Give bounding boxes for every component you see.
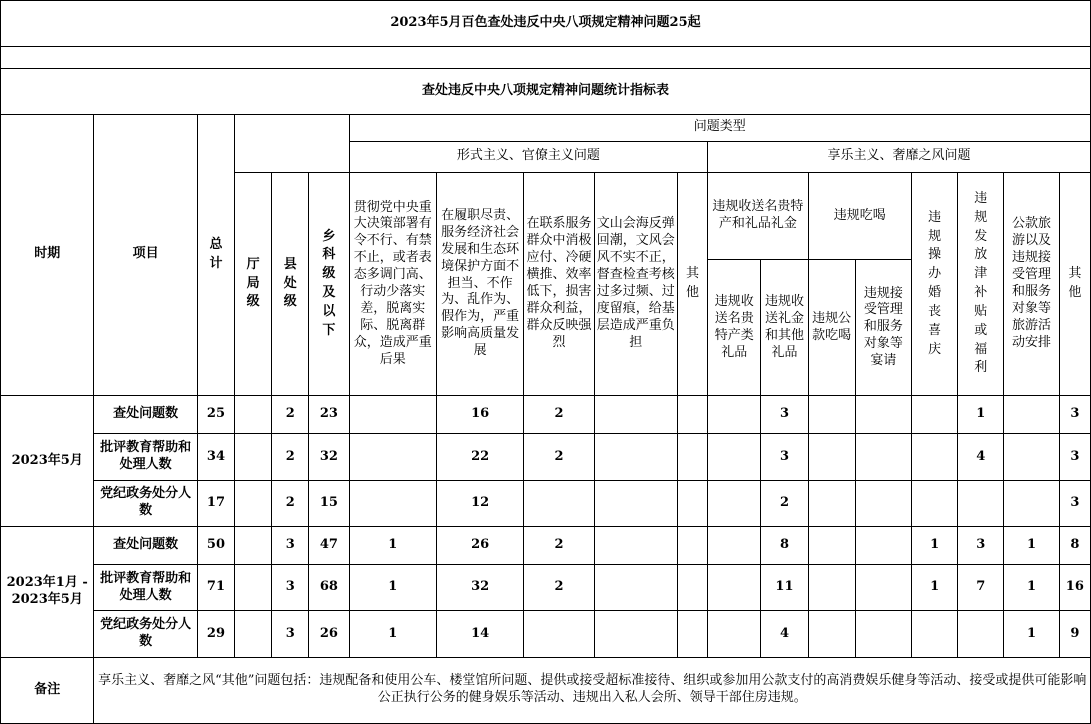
value-cell: 23 [309,396,349,434]
header-level-blank [235,114,349,172]
value-cell: 25 [197,396,234,434]
value-cell [1004,434,1059,480]
value-cell: 50 [197,526,234,564]
header-formalism-2: 在履职尽责、服务经济社会发展和生态环境保护方面不担当、不作为、乱作为、假作为，严重影响高质量发展 [436,172,523,395]
header-travel: 公款旅游以及违规接受管理和服务对象等旅游活动安排 [1004,172,1059,395]
value-cell: 12 [436,480,523,526]
value-cell [235,565,272,611]
value-cell [594,611,677,657]
value-cell [235,434,272,480]
value-cell: 3 [272,526,309,564]
header-wedding: 违规操办婚丧喜庆 [912,172,958,395]
value-cell: 15 [309,480,349,526]
value-cell: 1 [349,611,436,657]
value-cell: 8 [1059,526,1090,564]
value-cell [349,396,436,434]
value-cell: 16 [436,396,523,434]
value-cell [594,434,677,480]
table-title: 查处违反中央八项规定精神问题统计指标表 [1,69,1091,114]
table-row [1,565,1091,611]
value-cell [678,565,708,611]
value-cell [855,396,911,434]
value-cell: 16 [1059,565,1090,611]
value-cell [708,611,761,657]
value-cell [594,396,677,434]
value-cell [235,396,272,434]
value-cell [594,526,677,564]
value-cell: 2 [524,434,594,480]
value-cell: 1 [1004,526,1059,564]
value-cell: 17 [197,480,234,526]
value-cell [1004,396,1059,434]
header-subsidy: 违规发放津补贴或福利 [958,172,1004,395]
value-cell: 7 [958,565,1004,611]
table-row [1,526,1091,564]
value-cell: 2 [524,396,594,434]
header-gift-b: 违规收送礼金和其他礼品 [761,260,808,396]
header-total: 总计 [197,114,234,396]
value-cell: 26 [309,611,349,657]
note-text: 享乐主义、奢靡之风“其他”问题包括：违规配备和使用公车、楼堂馆所问题、提供或接受超标准接待、组织或参加用公款支付的高消费娱乐健身等活动、接受或提供可能影响公正执行公务的健身娱乐等活动、违规出入私人会所、领导干部住房违规。 [94,657,1091,723]
value-cell [855,480,911,526]
value-cell [349,480,436,526]
item-cell: 查处问题数 [94,396,197,434]
header-ting-level: 厅局级 [235,172,272,395]
value-cell [678,434,708,480]
value-cell [708,480,761,526]
item-cell: 批评教育帮助和处理人数 [94,434,197,480]
value-cell [855,434,911,480]
value-cell: 3 [1059,434,1090,480]
value-cell [708,396,761,434]
value-cell: 68 [309,565,349,611]
header-formalism: 形式主义、官僚主义问题 [349,141,708,172]
value-cell: 2 [761,480,808,526]
header-gift-a: 违规收送名贵特产类礼品 [708,260,761,396]
value-cell: 9 [1059,611,1090,657]
value-cell: 3 [761,434,808,480]
value-cell [808,434,855,480]
value-cell: 26 [436,526,523,564]
header-xian-level: 县处级 [272,172,309,395]
value-cell: 1 [912,565,958,611]
value-cell: 14 [436,611,523,657]
value-cell: 2 [524,526,594,564]
value-cell: 8 [761,526,808,564]
value-cell: 2 [272,396,309,434]
period-cell: 2023年5月 [1,396,94,527]
value-cell [808,611,855,657]
header-hedonism: 享乐主义、奢靡之风问题 [708,141,1091,172]
value-cell [808,480,855,526]
value-cell: 1 [349,526,436,564]
header-period: 时期 [1,114,94,396]
value-cell [808,396,855,434]
value-cell: 1 [349,565,436,611]
value-cell: 3 [761,396,808,434]
value-cell [594,565,677,611]
value-cell: 2 [524,565,594,611]
value-cell [912,611,958,657]
value-cell: 29 [197,611,234,657]
table-row [1,480,1091,526]
value-cell [1004,480,1059,526]
value-cell [678,526,708,564]
value-cell [524,480,594,526]
value-cell: 2 [272,434,309,480]
value-cell: 2 [272,480,309,526]
value-cell [855,565,911,611]
value-cell: 32 [436,565,523,611]
value-cell [235,480,272,526]
value-cell: 1 [1004,565,1059,611]
value-cell: 1 [912,526,958,564]
value-cell: 22 [436,434,523,480]
value-cell: 32 [309,434,349,480]
header-eat-a: 违规公款吃喝 [808,260,855,396]
period-cell: 2023年1月 - 2023年5月 [1,526,94,657]
item-cell: 党纪政务处分人数 [94,480,197,526]
value-cell: 1 [1004,611,1059,657]
header-problem-type: 问题类型 [349,114,1090,141]
table-row [1,611,1091,657]
data-body [1,396,1091,657]
value-cell: 11 [761,565,808,611]
value-cell: 3 [272,565,309,611]
table-row [1,396,1091,434]
value-cell [235,611,272,657]
value-cell [594,480,677,526]
value-cell: 34 [197,434,234,480]
value-cell: 4 [958,434,1004,480]
value-cell [912,480,958,526]
value-cell [808,526,855,564]
header-formalism-3: 在联系服务群众中消极应付、冷硬横推、效率低下，损害群众利益，群众反映强烈 [524,172,594,395]
header-eat-b: 违规接受管理和服务对象等宴请 [855,260,911,396]
value-cell: 47 [309,526,349,564]
value-cell: 1 [958,396,1004,434]
value-cell: 3 [1059,480,1090,526]
value-cell [678,396,708,434]
value-cell [678,611,708,657]
table-row [1,434,1091,480]
value-cell [912,396,958,434]
value-cell [524,611,594,657]
value-cell [808,565,855,611]
value-cell: 3 [1059,396,1090,434]
header-xiang-level: 乡科级及以下 [309,172,349,395]
header-gift: 违规收送名贵特产和礼品礼金 [708,172,808,259]
header-item: 项目 [94,114,197,396]
value-cell [235,526,272,564]
header-formalism-other: 其他 [678,172,708,395]
value-cell [958,611,1004,657]
value-cell [708,565,761,611]
value-cell [855,611,911,657]
value-cell [349,434,436,480]
item-cell: 批评教育帮助和处理人数 [94,565,197,611]
value-cell: 3 [958,526,1004,564]
value-cell: 71 [197,565,234,611]
header-hedonism-other: 其他 [1059,172,1090,395]
value-cell [912,434,958,480]
value-cell [708,526,761,564]
item-cell: 党纪政务处分人数 [94,611,197,657]
header-formalism-1: 贯彻党中央重大决策部署有令不行、有禁不止，或者表态多调门高、行动少落实差，脱离实际、脱离群众，造成严重后果 [349,172,436,395]
note-label: 备注 [1,657,94,723]
value-cell [958,480,1004,526]
header-formalism-4: 文山会海反弹回潮，文风会风不实不正，督查检查考核过多过频、过度留痕，给基层造成严重负担 [594,172,677,395]
header-eat: 违规吃喝 [808,172,911,259]
page-title: 2023年5月百色查处违反中央八项规定精神问题25起 [1,1,1091,47]
item-cell: 查处问题数 [94,526,197,564]
value-cell: 3 [272,611,309,657]
value-cell [678,480,708,526]
value-cell [855,526,911,564]
value-cell: 4 [761,611,808,657]
spacer-row [1,47,1091,69]
value-cell [708,434,761,480]
